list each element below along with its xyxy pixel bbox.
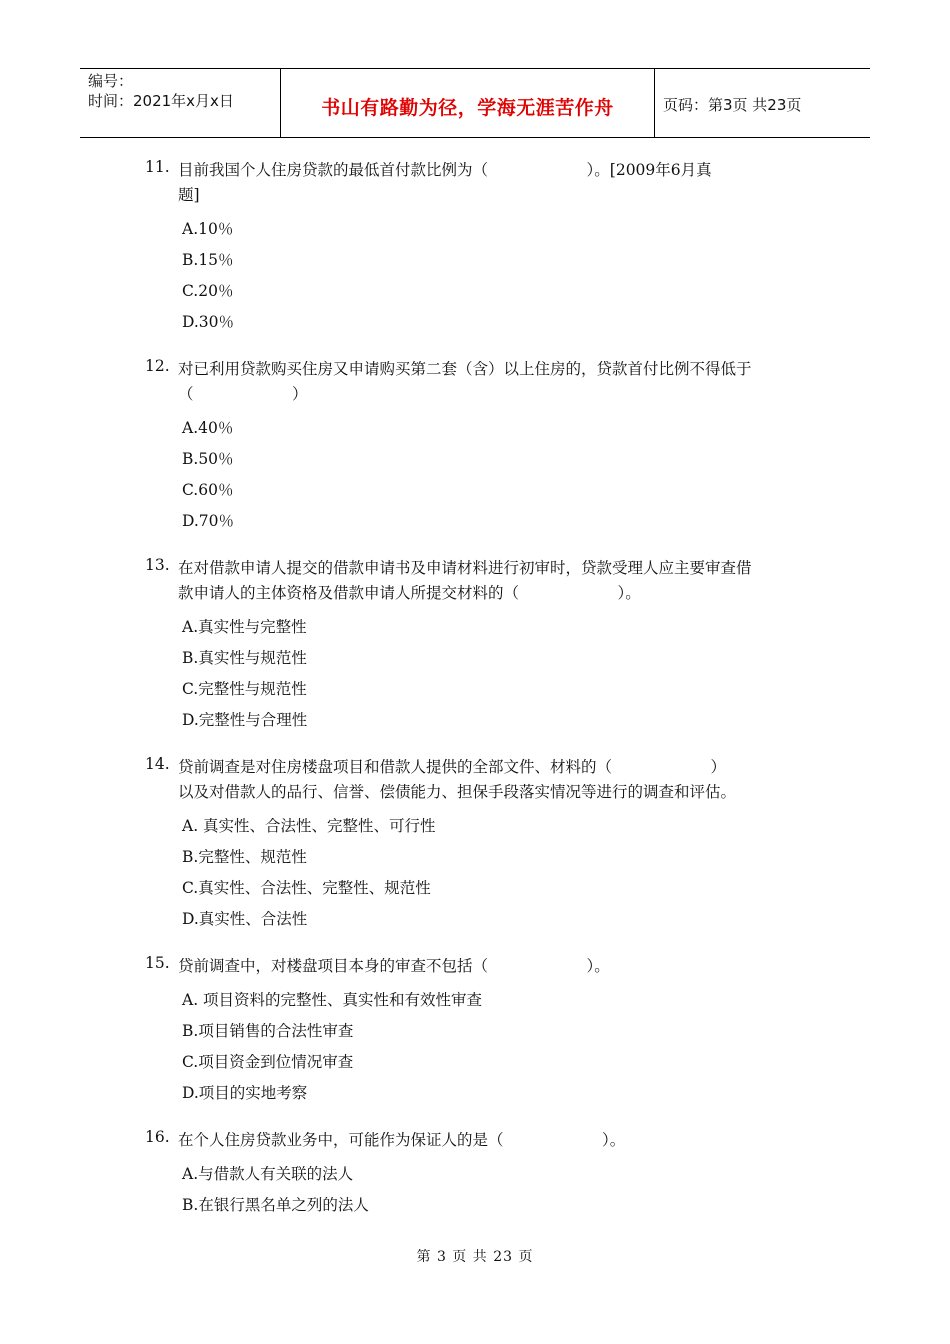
option-b: B.完整性、规范性: [182, 848, 307, 866]
stem-line: 题]: [178, 186, 200, 204]
option-list: [182, 612, 815, 736]
header-motto: 书山有路勤为径，学海无涯苦作舟: [281, 69, 655, 137]
stem-line: 在个人住房贷款业务中，可能作为保证人的是（ ）。: [178, 1131, 626, 1149]
question-number: 11.: [145, 158, 170, 176]
question-stem: [178, 556, 815, 606]
stem-line: 在对借款申请人提交的借款申请书及申请材料进行初审时，贷款受理人应主要审查借: [178, 559, 752, 577]
option-list: [182, 811, 815, 935]
question-stem: [178, 1128, 815, 1153]
stem-line: 款申请人的主体资格及借款申请人所提交材料的（ ）。: [178, 584, 641, 602]
option-list: [182, 985, 815, 1109]
option-b: B.真实性与规范性: [182, 649, 307, 667]
stem-line: （ ）: [178, 385, 308, 403]
option-d: D.项目的实地考察: [182, 1084, 308, 1102]
option-a: A.与借款人有关联的法人: [182, 1165, 354, 1183]
question-number: 14.: [145, 755, 170, 773]
question-15: [145, 954, 815, 1109]
option-b: B.15％: [182, 251, 234, 269]
stem-line: 目前我国个人住房贷款的最低首付款比例为（ ）。[2009年6月真: [178, 161, 712, 179]
question-stem: [178, 755, 815, 805]
option-d: D.70％: [182, 512, 235, 530]
question-13: [145, 556, 815, 736]
time-label: 时间：2021年x月x日: [88, 92, 234, 110]
option-a: A.40％: [182, 419, 234, 437]
option-a: A. 真实性、合法性、完整性、可行性: [182, 817, 436, 835]
stem-line: 对已利用贷款购买住房又申请购买第二套（含）以上住房的，贷款首付比例不得低于: [178, 360, 752, 378]
option-c: C.真实性、合法性、完整性、规范性: [182, 879, 431, 897]
page-footer: 第 3 页 共 23 页: [416, 1249, 534, 1265]
option-c: C.完整性与规范性: [182, 680, 307, 698]
question-number: 13.: [145, 556, 170, 574]
option-c: C.20％: [182, 282, 234, 300]
option-d: D.30％: [182, 313, 235, 331]
serial-label: 编号：: [88, 72, 134, 90]
option-c: C.60％: [182, 481, 234, 499]
option-list: [182, 413, 815, 537]
question-stem: [178, 158, 815, 208]
stem-line: 以及对借款人的品行、信誉、偿债能力、担保手段落实情况等进行的调查和评估。: [178, 783, 737, 801]
option-list: [182, 1159, 815, 1221]
header-page-info: 页码：第3页 共23页: [663, 95, 802, 114]
option-d: D.完整性与合理性: [182, 711, 308, 729]
question-number: 12.: [145, 357, 170, 375]
stem-line: 贷前调查是对住房楼盘项目和借款人提供的全部文件、材料的（ ）: [178, 758, 727, 776]
option-a: A. 项目资料的完整性、真实性和有效性审查: [182, 991, 483, 1009]
header-meta: [80, 69, 281, 137]
page-header: [80, 68, 870, 138]
question-14: [145, 755, 815, 935]
option-list: [182, 214, 815, 338]
question-11: [145, 158, 815, 338]
question-12: [145, 357, 815, 537]
question-16: [145, 1128, 815, 1221]
question-stem: [178, 357, 815, 407]
option-a: A.10％: [182, 220, 234, 238]
option-a: A.真实性与完整性: [182, 618, 307, 636]
question-stem: [178, 954, 815, 979]
question-number: 16.: [145, 1128, 170, 1146]
option-b: B.项目销售的合法性审查: [182, 1022, 354, 1040]
stem-line: 贷前调查中，对楼盘项目本身的审查不包括（ ）。: [178, 957, 610, 975]
option-b: B.50％: [182, 450, 234, 468]
option-b: B.在银行黑名单之列的法人: [182, 1196, 369, 1214]
option-c: C.项目资金到位情况审查: [182, 1053, 354, 1071]
option-d: D.真实性、合法性: [182, 910, 308, 928]
question-number: 15.: [145, 954, 170, 972]
